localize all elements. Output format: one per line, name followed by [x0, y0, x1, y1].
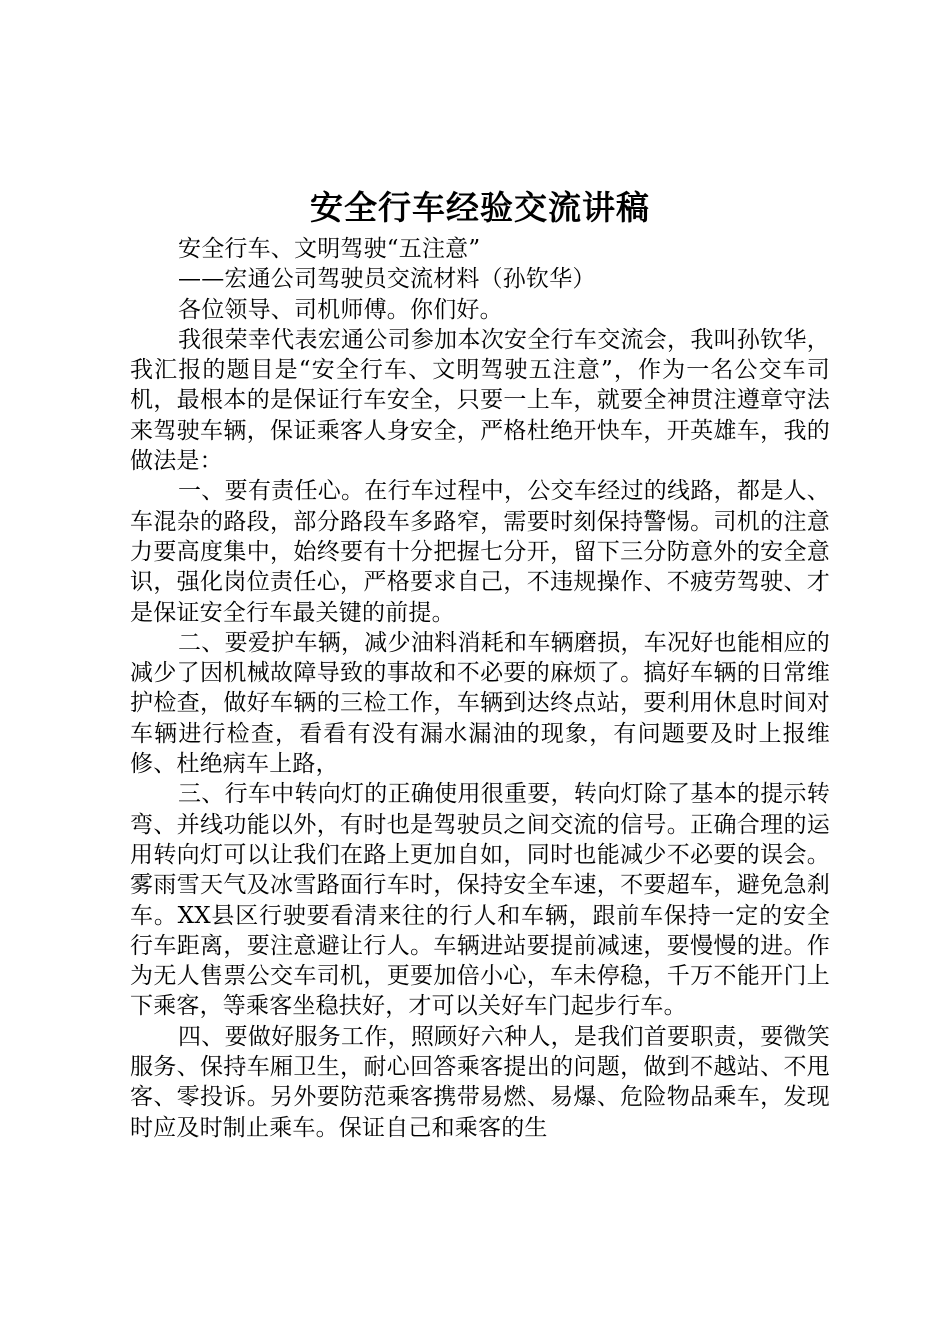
point-one-paragraph: 一、要有责任心。在行车过程中，公交车经过的线路，都是人、车混杂的路段，部分路段车多路窄，需要时刻保持警惕。司机的注意力要高度集中，始终要有十分把握七分开，留下三分防意外的安全意识，强化岗位责任心，严格要求自己，不违规操作、不疲劳驾驶、才是保证安全行车最关键的前提。 [130, 478, 830, 626]
point-two-paragraph: 二、要爱护车辆，减少油料消耗和车辆磨损，车况好也能相应的减少了因机械故障导致的事故和不必要的麻烦了。搞好车辆的日常维护检查，做好车辆的三检工作，车辆到达终点站，要利用休息时间对车辆进行检查，看看有没有漏水漏油的现象，有问题要及时上报维修、杜绝病车上路， [130, 629, 830, 778]
greeting-paragraph: 各位领导、司机师傅。你们好。 [178, 296, 503, 323]
point-three-paragraph: 三、行车中转向灯的正确使用很重要，转向灯除了基本的提示转弯、并线功能以外，有时也是驾驶员之间交流的信号。正确合理的运用转向灯可以让我们在路上更加自如，同时也能减少不必要的误会。雾雨雪天气及冰雪路面行车时，保持安全车速，不要超车，避免急刹车。XX县区行驶要看清来往的行人和车辆，跟前车保持一定的安全行车距离，要注意避让行人。车辆进站要提前减速，要慢慢的进。作为无人售票公交车司机，更要加倍小心，车未停稳，千万不能开门上下乘客，等乘客坐稳扶好，才可以关好车门起步行车。 [130, 781, 830, 1020]
document-page [130, 186, 830, 1143]
subtitle-paragraph: 安全行车、文明驾驶“五注意” [178, 236, 481, 262]
document-title: 安全行车经验交流讲稿 [310, 188, 650, 227]
intro-paragraph: 我很荣幸代表宏通公司参加本次安全行车交流会，我叫孙钦华，我汇报的题目是“安全行车、文明驾驶五注意”，作为一名公交车司机，最根本的是保证行车安全，只要一上车，就要全神贯注遵章守法来驾驶车辆，保证乘客人身安全，严格杜绝开快车，开英雄车，我的做法是： [130, 326, 830, 475]
author-line: ——宏通公司驾驶员交流材料（孙钦华） [178, 266, 596, 293]
point-four-paragraph: 四、要做好服务工作，照顾好六种人，是我们首要职责，要微笑服务、保持车厢卫生，耐心回答乘客提出的问题，做到不越站、不甩客、零投诉。另外要防范乘客携带易燃、易爆、危险物品乘车，发现时应及时制止乘车。保证自己和乘客的生 [130, 1023, 830, 1141]
